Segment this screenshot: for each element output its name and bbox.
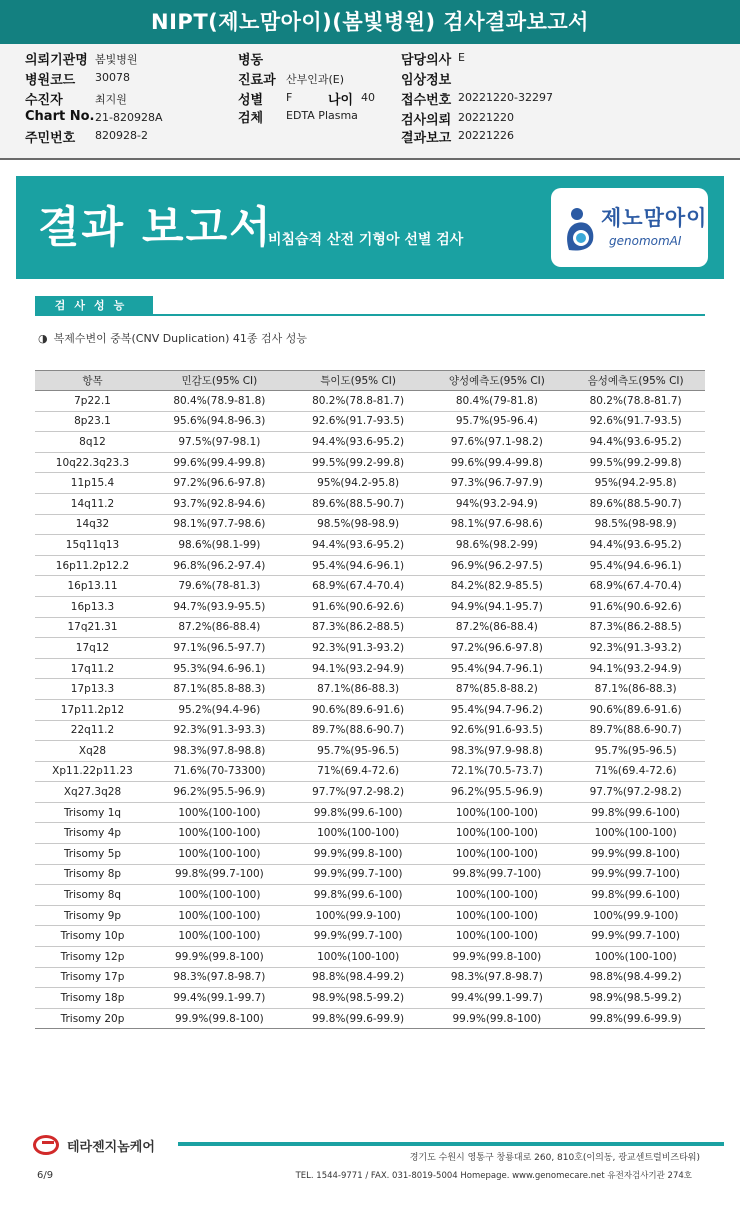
table-row: [35, 885, 705, 906]
row-value-cell: 97.3%(96.7-97.9): [428, 473, 567, 494]
field-value: 820928-2: [95, 129, 148, 142]
row-value-cell: 94.1%(93.2-94.9): [566, 658, 705, 679]
field-value: 봄빛병원: [95, 53, 138, 66]
field-value: 20221226: [458, 129, 514, 142]
footer-divider: [178, 1142, 724, 1146]
field-label: 검사의뢰: [401, 113, 452, 128]
row-value-cell: 94.1%(93.2-94.9): [289, 658, 428, 679]
field-value: 최지원: [95, 93, 127, 106]
patient-info: [25, 49, 725, 149]
row-value-cell: 94.4%(93.6-95.2): [289, 432, 428, 453]
row-value-cell: 95%(94.2-95.8): [566, 473, 705, 494]
section-note-text: 복제수변이 중복(CNV Duplication) 41종 검사 성능: [53, 332, 308, 345]
row-item-name: 17q11.2: [35, 658, 150, 679]
row-value-cell: 80.4%(79-81.8): [428, 391, 567, 412]
column-header: 특이도(95% CI): [289, 371, 428, 391]
row-item-name: Trisomy 1q: [35, 802, 150, 823]
row-value-cell: 95.4%(94.7-96.2): [428, 699, 567, 720]
row-item-name: Trisomy 10p: [35, 926, 150, 947]
banner-title: 결과 보고서: [38, 203, 273, 253]
table-row: [35, 638, 705, 659]
table-row: [35, 514, 705, 535]
field-institution: [25, 49, 138, 68]
field-value: 21-820928A: [95, 111, 163, 124]
field-value: EDTA Plasma: [286, 109, 358, 122]
row-value-cell: 94.7%(93.9-95.5): [150, 596, 289, 617]
field-value: 20221220-32297: [458, 91, 553, 104]
table-row: [35, 926, 705, 947]
row-value-cell: 99.9%(99.7-100): [566, 864, 705, 885]
row-item-name: 22q11.2: [35, 720, 150, 741]
row-value-cell: 99.9%(99.8-100): [289, 844, 428, 865]
row-value-cell: 92.6%(91.6-93.5): [428, 720, 567, 741]
row-item-name: 16p11.2p12.2: [35, 555, 150, 576]
row-value-cell: 97.7%(97.2-98.2): [566, 782, 705, 803]
row-value-cell: 71.6%(70-73300): [150, 761, 289, 782]
row-value-cell: 100%(100-100): [289, 823, 428, 844]
field-label: 접수번호: [401, 93, 452, 108]
genomom-logo: [551, 188, 708, 267]
row-value-cell: 95.6%(94.8-96.3): [150, 411, 289, 432]
row-value-cell: 100%(99.9-100): [566, 905, 705, 926]
section-tag: 검사성능: [35, 296, 153, 316]
row-value-cell: 100%(100-100): [428, 844, 567, 865]
row-item-name: 10q22.3q23.3: [35, 452, 150, 473]
row-value-cell: 95.3%(94.6-96.1): [150, 658, 289, 679]
column-header: 음성예측도(95% CI): [566, 371, 705, 391]
row-value-cell: 100%(100-100): [428, 905, 567, 926]
row-value-cell: 98.5%(98-98.9): [566, 514, 705, 535]
table-row: [35, 864, 705, 885]
row-value-cell: 99.9%(99.8-100): [428, 947, 567, 968]
column-header: 양성예측도(95% CI): [428, 371, 567, 391]
row-value-cell: 93.7%(92.8-94.6): [150, 493, 289, 514]
row-value-cell: 98.8%(98.4-99.2): [566, 967, 705, 988]
row-value-cell: 98.6%(98.1-99): [150, 535, 289, 556]
field-age: [328, 89, 375, 108]
field-label: 검체: [238, 111, 264, 126]
field-report-date: [401, 127, 514, 146]
row-value-cell: 99.8%(99.7-100): [150, 864, 289, 885]
row-value-cell: 99.8%(99.6-100): [566, 885, 705, 906]
column-header: 민감도(95% CI): [150, 371, 289, 391]
table-header-row: [35, 371, 705, 391]
row-value-cell: 95.7%(95-96.4): [428, 411, 567, 432]
row-value-cell: 92.3%(91.3-93.2): [566, 638, 705, 659]
row-value-cell: 79.6%(78-81.3): [150, 576, 289, 597]
row-value-cell: 94.9%(94.1-95.7): [428, 596, 567, 617]
row-value-cell: 92.6%(91.7-93.5): [289, 411, 428, 432]
table-row: [35, 535, 705, 556]
field-resident-no: [25, 127, 148, 146]
row-item-name: Trisomy 18p: [35, 988, 150, 1009]
row-item-name: 16p13.3: [35, 596, 150, 617]
banner-subtitle: 비침습적 산전 기형아 선별 검사: [268, 232, 464, 248]
row-value-cell: 100%(100-100): [150, 823, 289, 844]
field-value: F: [286, 91, 293, 104]
logo-subtext: genomomAI: [609, 234, 682, 248]
row-value-cell: 100%(100-100): [566, 823, 705, 844]
row-value-cell: 94.4%(93.6-95.2): [566, 432, 705, 453]
row-value-cell: 98.3%(97.9-98.8): [428, 741, 567, 762]
table-row: [35, 493, 705, 514]
row-value-cell: 99.9%(99.8-100): [150, 947, 289, 968]
field-label: 담당의사: [401, 53, 452, 68]
row-item-name: Trisomy 8q: [35, 885, 150, 906]
field-label: 성별: [238, 93, 264, 108]
row-value-cell: 90.6%(89.6-91.6): [566, 699, 705, 720]
row-value-cell: 100%(100-100): [150, 905, 289, 926]
row-item-name: Xq27.3q28: [35, 782, 150, 803]
row-value-cell: 96.2%(95.5-96.9): [150, 782, 289, 803]
row-value-cell: 87.2%(86-88.4): [150, 617, 289, 638]
row-value-cell: 100%(100-100): [150, 885, 289, 906]
row-item-name: Trisomy 20p: [35, 1008, 150, 1029]
row-value-cell: 99.9%(99.8-100): [428, 1008, 567, 1029]
table-row: [35, 658, 705, 679]
row-item-name: 14q11.2: [35, 493, 150, 514]
table-row: [35, 576, 705, 597]
row-value-cell: 99.4%(99.1-99.7): [150, 988, 289, 1009]
row-value-cell: 99.8%(99.6-99.9): [289, 1008, 428, 1029]
field-clinical-info: [401, 69, 451, 88]
row-item-name: Trisomy 9p: [35, 905, 150, 926]
row-value-cell: 98.5%(98-98.9): [289, 514, 428, 535]
row-item-name: 8p23.1: [35, 411, 150, 432]
row-value-cell: 87.3%(86.2-88.5): [566, 617, 705, 638]
row-value-cell: 99.9%(99.8-100): [150, 1008, 289, 1029]
row-value-cell: 99.8%(99.6-100): [289, 802, 428, 823]
row-value-cell: 98.1%(97.7-98.6): [150, 514, 289, 535]
field-label: Chart No.: [25, 109, 95, 124]
row-value-cell: 99.8%(99.7-100): [428, 864, 567, 885]
company-name: 테라젠지놈케어: [67, 1140, 155, 1155]
field-value: 40: [361, 91, 375, 104]
field-request-date: [401, 109, 514, 128]
row-item-name: 7p22.1: [35, 391, 150, 412]
field-value: 산부인과(E): [286, 73, 345, 86]
row-value-cell: 99.9%(99.7-100): [289, 864, 428, 885]
row-value-cell: 95%(94.2-95.8): [289, 473, 428, 494]
table-row: [35, 452, 705, 473]
row-value-cell: 97.2%(96.6-97.8): [150, 473, 289, 494]
row-item-name: 11p15.4: [35, 473, 150, 494]
field-patient: [25, 89, 127, 108]
row-value-cell: 80.2%(78.8-81.7): [566, 391, 705, 412]
field-label: 주민번호: [25, 131, 76, 146]
mother-baby-icon: [563, 206, 597, 254]
row-value-cell: 96.8%(96.2-97.4): [150, 555, 289, 576]
row-value-cell: 99.6%(99.4-99.8): [150, 452, 289, 473]
table-row: [35, 555, 705, 576]
row-value-cell: 100%(100-100): [150, 926, 289, 947]
performance-table: [35, 370, 705, 1029]
row-value-cell: 97.2%(96.6-97.8): [428, 638, 567, 659]
table-row: [35, 596, 705, 617]
field-label: 임상정보: [401, 73, 452, 88]
column-header: 항목: [35, 371, 150, 391]
row-value-cell: 94%(93.2-94.9): [428, 493, 567, 514]
row-item-name: Trisomy 8p: [35, 864, 150, 885]
row-item-name: 17p13.3: [35, 679, 150, 700]
table-row: [35, 720, 705, 741]
row-value-cell: 87.2%(86-88.4): [428, 617, 567, 638]
row-value-cell: 95.7%(95-96.5): [566, 741, 705, 762]
row-value-cell: 100%(100-100): [428, 885, 567, 906]
row-value-cell: 100%(100-100): [428, 823, 567, 844]
row-item-name: Xq28: [35, 741, 150, 762]
table-row: [35, 761, 705, 782]
row-value-cell: 97.5%(97-98.1): [150, 432, 289, 453]
table-row: [35, 699, 705, 720]
footer-address: 경기도 수원시 영통구 창룡대로 260, 810호(이의동, 광교센트럴비즈타워): [409, 1153, 700, 1163]
row-value-cell: 80.4%(78.9-81.8): [150, 391, 289, 412]
field-label: 수진자: [25, 93, 63, 108]
table-row: [35, 967, 705, 988]
row-value-cell: 80.2%(78.8-81.7): [289, 391, 428, 412]
row-value-cell: 96.9%(96.2-97.5): [428, 555, 567, 576]
row-value-cell: 99.6%(99.4-99.8): [428, 452, 567, 473]
row-value-cell: 96.2%(95.5-96.9): [428, 782, 567, 803]
row-value-cell: 97.7%(97.2-98.2): [289, 782, 428, 803]
row-value-cell: 87.1%(86-88.3): [566, 679, 705, 700]
row-value-cell: 98.1%(97.6-98.6): [428, 514, 567, 535]
table-row: [35, 905, 705, 926]
row-value-cell: 71%(69.4-72.6): [566, 761, 705, 782]
row-value-cell: 98.9%(98.5-99.2): [566, 988, 705, 1009]
footer-contact: TEL. 1544-9771 / FAX. 031-8019-5004 Homepage. www.genomecare.net 유전자검사기관 274호: [295, 1171, 692, 1181]
row-value-cell: 92.6%(91.7-93.5): [566, 411, 705, 432]
row-item-name: 16p13.11: [35, 576, 150, 597]
row-value-cell: 90.6%(89.6-91.6): [289, 699, 428, 720]
field-doctor: [401, 49, 465, 68]
row-item-name: 17q21.31: [35, 617, 150, 638]
logo-text: 제노맘아이: [601, 206, 708, 230]
row-value-cell: 95.4%(94.6-96.1): [566, 555, 705, 576]
table-row: [35, 411, 705, 432]
row-value-cell: 68.9%(67.4-70.4): [289, 576, 428, 597]
row-value-cell: 99.5%(99.2-99.8): [566, 452, 705, 473]
field-ward: [238, 49, 263, 68]
row-value-cell: 98.9%(98.5-99.2): [289, 988, 428, 1009]
field-receipt-no: [401, 89, 553, 108]
row-value-cell: 95.2%(94.4-96): [150, 699, 289, 720]
field-chart-no: [25, 109, 163, 124]
row-value-cell: 87%(85.8-88.2): [428, 679, 567, 700]
table-row: [35, 823, 705, 844]
report-title: NIPT(제노맘아이)(봄빛병원) 검사결과보고서: [0, 0, 740, 44]
row-value-cell: 98.6%(98.2-99): [428, 535, 567, 556]
row-value-cell: 89.7%(88.6-90.7): [566, 720, 705, 741]
field-label: 결과보고: [401, 131, 452, 146]
row-value-cell: 99.9%(99.7-100): [566, 926, 705, 947]
table-row: [35, 782, 705, 803]
field-label: 병동: [238, 53, 264, 68]
row-value-cell: 97.1%(96.5-97.7): [150, 638, 289, 659]
row-value-cell: 95.4%(94.7-96.1): [428, 658, 567, 679]
row-item-name: Trisomy 17p: [35, 967, 150, 988]
field-hospital-code: [25, 69, 130, 88]
row-value-cell: 99.4%(99.1-99.7): [428, 988, 567, 1009]
row-value-cell: 95.4%(94.6-96.1): [289, 555, 428, 576]
row-value-cell: 94.4%(93.6-95.2): [289, 535, 428, 556]
field-label: 진료과: [238, 73, 276, 88]
row-item-name: 8q12: [35, 432, 150, 453]
field-sex: [238, 89, 293, 108]
row-value-cell: 68.9%(67.4-70.4): [566, 576, 705, 597]
half-circle-icon: ◑: [38, 332, 48, 345]
field-label: 의뢰기관명: [25, 53, 88, 68]
table-row: [35, 741, 705, 762]
table-row: [35, 802, 705, 823]
row-value-cell: 92.3%(91.3-93.3): [150, 720, 289, 741]
row-value-cell: 87.3%(86.2-88.5): [289, 617, 428, 638]
section-divider: [153, 314, 705, 316]
report-header: [0, 0, 740, 160]
row-value-cell: 91.6%(90.6-92.6): [566, 596, 705, 617]
row-value-cell: 100%(100-100): [289, 947, 428, 968]
row-value-cell: 94.4%(93.6-95.2): [566, 535, 705, 556]
row-value-cell: 99.9%(99.8-100): [566, 844, 705, 865]
row-value-cell: 98.3%(97.8-98.7): [150, 967, 289, 988]
row-value-cell: 98.3%(97.8-98.7): [428, 967, 567, 988]
table-row: [35, 391, 705, 412]
row-value-cell: 92.3%(91.3-93.2): [289, 638, 428, 659]
table-row: [35, 679, 705, 700]
table-row: [35, 844, 705, 865]
row-value-cell: 71%(69.4-72.6): [289, 761, 428, 782]
row-value-cell: 91.6%(90.6-92.6): [289, 596, 428, 617]
row-value-cell: 100%(100-100): [150, 802, 289, 823]
row-value-cell: 99.8%(99.6-99.9): [566, 1008, 705, 1029]
row-value-cell: 87.1%(85.8-88.3): [150, 679, 289, 700]
row-value-cell: 98.3%(97.8-98.8): [150, 741, 289, 762]
page-number: 6/9: [37, 1170, 54, 1181]
table-row: [35, 473, 705, 494]
field-department: [238, 69, 345, 88]
row-value-cell: 99.8%(99.6-100): [289, 885, 428, 906]
table-row: [35, 947, 705, 968]
field-value: 20221220: [458, 111, 514, 124]
row-item-name: 17q12: [35, 638, 150, 659]
field-specimen: [238, 107, 358, 126]
row-item-name: Trisomy 5p: [35, 844, 150, 865]
row-value-cell: 89.6%(88.5-90.7): [289, 493, 428, 514]
row-value-cell: 100%(100-100): [428, 802, 567, 823]
row-value-cell: 100%(99.9-100): [289, 905, 428, 926]
row-value-cell: 89.6%(88.5-90.7): [566, 493, 705, 514]
field-value: 30078: [95, 71, 130, 84]
row-value-cell: 72.1%(70.5-73.7): [428, 761, 567, 782]
table-row: [35, 432, 705, 453]
row-value-cell: 100%(100-100): [566, 947, 705, 968]
row-value-cell: 100%(100-100): [150, 844, 289, 865]
row-item-name: Trisomy 4p: [35, 823, 150, 844]
table-row: [35, 1008, 705, 1029]
row-item-name: 14q32: [35, 514, 150, 535]
row-item-name: 17p11.2p12: [35, 699, 150, 720]
section-note: [38, 330, 307, 346]
row-value-cell: 89.7%(88.6-90.7): [289, 720, 428, 741]
row-value-cell: 84.2%(82.9-85.5): [428, 576, 567, 597]
table-row: [35, 988, 705, 1009]
result-banner: [16, 176, 724, 279]
row-value-cell: 98.8%(98.4-99.2): [289, 967, 428, 988]
row-value-cell: 87.1%(86-88.3): [289, 679, 428, 700]
row-value-cell: 100%(100-100): [428, 926, 567, 947]
row-value-cell: 99.5%(99.2-99.8): [289, 452, 428, 473]
row-value-cell: 97.6%(97.1-98.2): [428, 432, 567, 453]
field-label: 병원코드: [25, 73, 76, 88]
row-item-name: Xp11.22p11.23: [35, 761, 150, 782]
field-value: E: [458, 51, 465, 64]
row-value-cell: 99.8%(99.6-100): [566, 802, 705, 823]
row-item-name: Trisomy 12p: [35, 947, 150, 968]
row-item-name: 15q11q13: [35, 535, 150, 556]
row-value-cell: 95.7%(95-96.5): [289, 741, 428, 762]
table-row: [35, 617, 705, 638]
field-label: 나이: [328, 93, 354, 108]
row-value-cell: 99.9%(99.7-100): [289, 926, 428, 947]
